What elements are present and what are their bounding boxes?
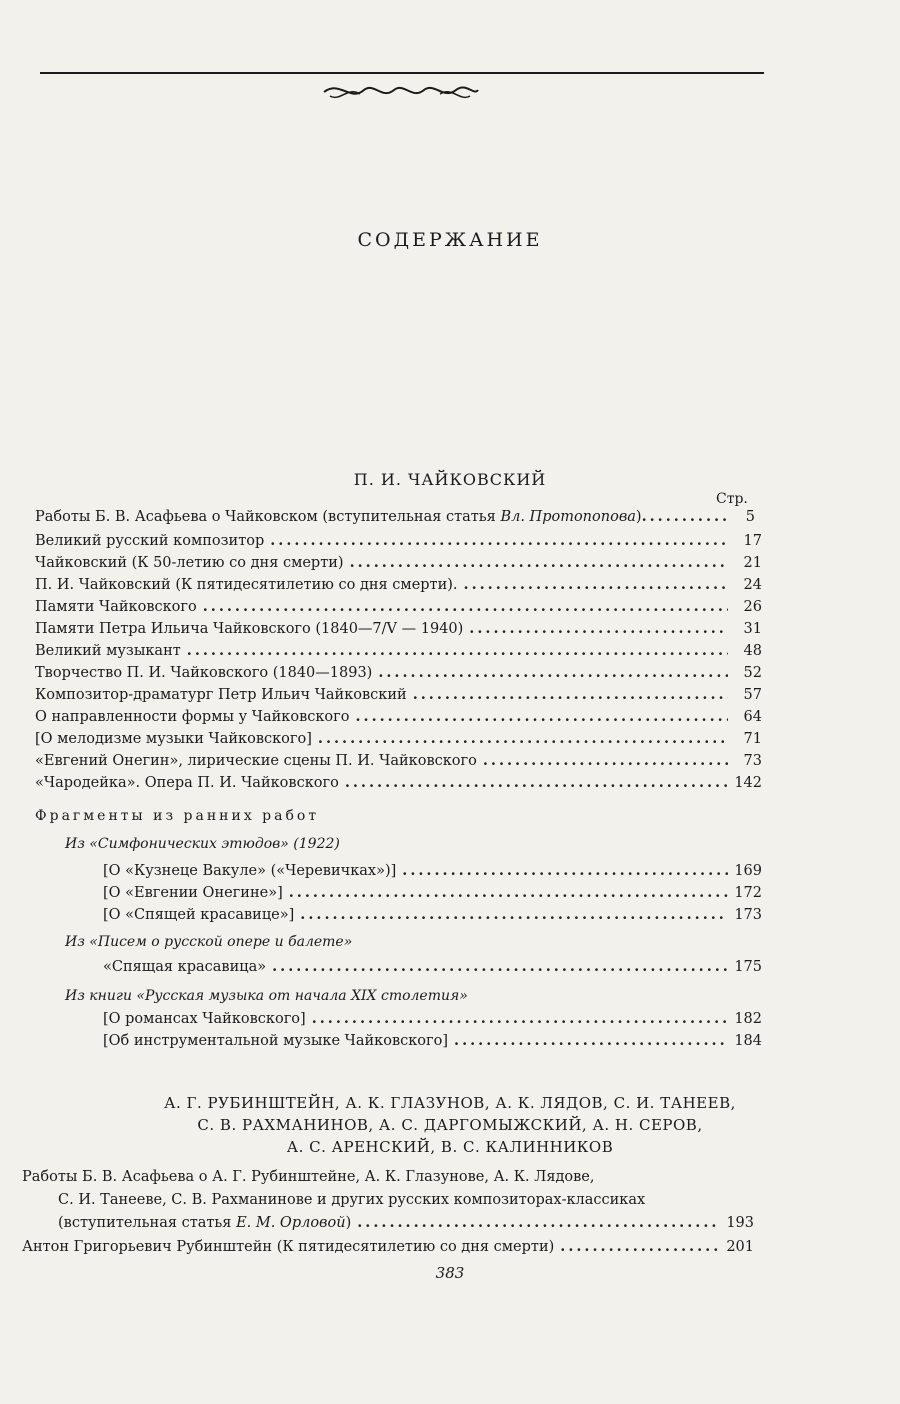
toc-entry: [О романсах Чайковского] ..... 182 xyxy=(103,1008,762,1030)
toc-entry: Великий русский композитор ..... 17 xyxy=(35,530,762,552)
toc-entry: [О мелодизме музыки Чайковского] ..... 71 xyxy=(35,728,762,750)
toc-entry: [Об инструментальной музыке Чайковского] ..... 184 xyxy=(103,1030,762,1052)
section-heading-tchaikovsky: П. И. ЧАЙКОВСКИЙ xyxy=(353,470,547,489)
toc-entry: (вступительная статья Е. М. Орловой) ..... 193 xyxy=(58,1212,754,1234)
ornament-flourish-icon xyxy=(320,78,480,104)
toc-entry: [О «Кузнеце Вакуле» («Черевичках»)] ..... 169 xyxy=(103,860,762,882)
section-heading-composers: А. С. АРЕНСКИЙ, В. С. КАЛИННИКОВ xyxy=(286,1138,614,1156)
toc-entry: О направленности формы у Чайковского ..... 64 xyxy=(35,706,762,728)
toc-entry: Композитор-драматург Петр Ильич Чайковский ..... 57 xyxy=(35,684,762,706)
top-rule xyxy=(40,72,764,74)
toc-entry: «Евгений Онегин», лирические сцены П. И. Чайковского ..... 73 xyxy=(35,750,762,772)
toc-entry: Памяти Чайковского ..... 26 xyxy=(35,596,762,618)
toc-entry: [О «Спящей красавице»] ..... 173 xyxy=(103,904,762,926)
toc-entry: Антон Григорьевич Рубинштейн (К пятидесятилетию со дня смерти) ..... 201 xyxy=(22,1236,754,1258)
toc-entry: Работы Б. В. Асафьева о Чайковском (вступительная статья Вл. Протопопова) ..... 5 xyxy=(35,506,755,528)
section-heading-composers: А. Г. РУБИНШТЕЙН, А. К. ГЛАЗУНОВ, А. К. ЛЯДОВ, С. И. ТАНЕЕВ, xyxy=(164,1094,736,1112)
toc-entry-line: С. И. Танееве, С. В. Рахманинове и других русских композиторах-классиках xyxy=(58,1192,646,1208)
fragment-source: Из «Писем о русской опере и балете» xyxy=(65,934,353,950)
fragment-source: Из «Симфонических этюдов» (1922) xyxy=(65,836,340,852)
toc-entry: Чайковский (К 50-летию со дня смерти) ..... 21 xyxy=(35,552,762,574)
toc-entry: «Спящая красавица» ..... 175 xyxy=(103,956,762,978)
fragments-heading: Фрагменты из ранних работ xyxy=(35,808,320,824)
fragment-source: Из книги «Русская музыка от начала XIX столетия» xyxy=(65,988,468,1004)
toc-entry: Творчество П. И. Чайковского (1840—1893) ..... 52 xyxy=(35,662,762,684)
section-heading-composers: С. В. РАХМАНИНОВ, А. С. ДАРГОМЫЖСКИЙ, А. Н. СЕРОВ, xyxy=(197,1116,703,1134)
toc-entry-line: Работы Б. В. Асафьева о А. Г. Рубинштейне, А. К. Глазунове, А. К. Лядове, xyxy=(22,1169,595,1185)
page-column-label: Стр. xyxy=(716,491,748,507)
toc-entry: П. И. Чайковский (К пятидесятилетию со дня смерти). ..... 24 xyxy=(35,574,762,596)
toc-entry: «Чародейка». Опера П. И. Чайковского ..... 142 xyxy=(35,772,762,794)
toc-entry: Великий музыкант ..... 48 xyxy=(35,640,762,662)
toc-entry: Памяти Петра Ильича Чайковского (1840—7/V — 1940) ..... 31 xyxy=(35,618,762,640)
page-number: 383 xyxy=(435,1264,465,1282)
toc-entry: [О «Евгении Онегине»] ..... 172 xyxy=(103,882,762,904)
page-title: СОДЕРЖАНИЕ xyxy=(357,229,543,251)
